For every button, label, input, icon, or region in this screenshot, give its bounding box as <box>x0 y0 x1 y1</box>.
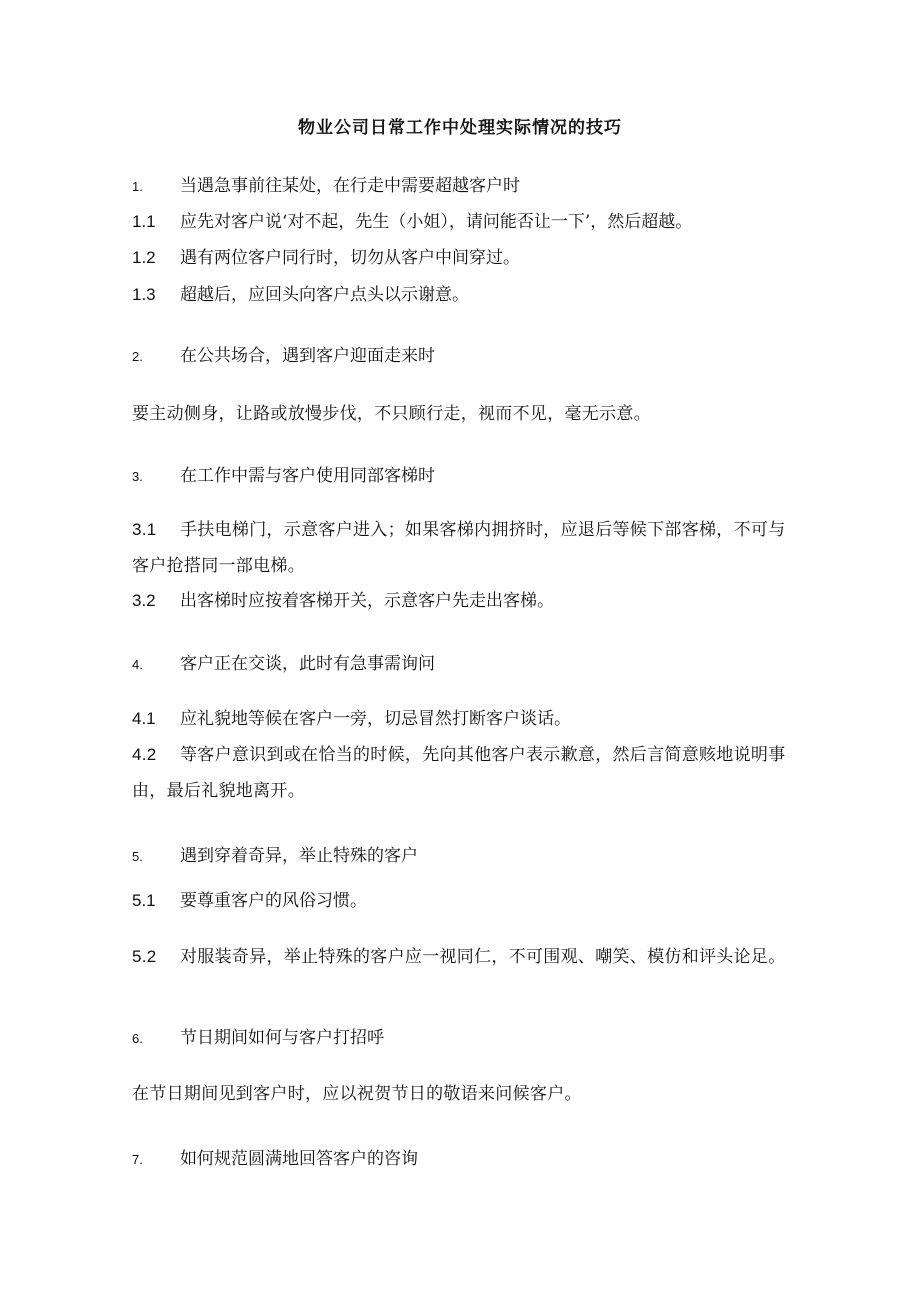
section-number: 2. <box>132 349 143 364</box>
section-heading-text: 遇到穿着奇异，举止特殊的客户 <box>180 846 418 866</box>
section-2-heading <box>132 338 792 375</box>
item-number: 4.2 <box>132 745 157 764</box>
item-text: 对服装奇异，举止特殊的客户应一视同仁，不可围观、嘲笑、模仿和评头论足。 <box>180 947 786 967</box>
item-number: 1.1 <box>132 212 156 231</box>
section-number: 6. <box>132 1031 143 1046</box>
item-number: 5.2 <box>132 947 157 966</box>
item-5-1 <box>132 883 792 919</box>
section-number: 5. <box>132 849 143 864</box>
item-text: 等客户意识到或在恰当的时候，先向其他客户表示歉意，然后言简意赅地说明事由，最后礼貌地离开。 <box>132 745 786 801</box>
section-3-heading <box>132 458 792 495</box>
item-1-1 <box>132 204 792 240</box>
item-4-1 <box>132 701 792 737</box>
item-3-1 <box>132 512 792 584</box>
item-text: 应礼貌地等候在客户一旁，切忌冒然打断客户谈话。 <box>180 709 571 729</box>
section-heading-text: 在公共场合，遇到客户迎面走来时 <box>180 346 435 366</box>
section-6-body: 在节日期间见到客户时，应以祝贺节日的敬语来问候客户。 <box>132 1084 582 1104</box>
section-4-heading <box>132 646 792 683</box>
section-heading-text: 当遇急事前往某处，在行走中需要超越客户时 <box>180 176 520 196</box>
item-text: 要尊重客户的风俗习惯。 <box>180 891 367 911</box>
section-heading-text: 在工作中需与客户使用同部客梯时 <box>180 466 435 486</box>
item-number: 1.3 <box>132 285 156 304</box>
section-6-heading <box>132 1020 792 1057</box>
section-heading-text: 客户正在交谈，此时有急事需询问 <box>180 654 435 674</box>
section-5-heading <box>132 838 792 875</box>
item-number: 3.2 <box>132 591 156 610</box>
item-text: 出客梯时应按着客梯开关，示意客户先走出客梯。 <box>180 591 554 611</box>
item-number: 1.2 <box>132 248 156 267</box>
item-number: 3.1 <box>132 520 157 539</box>
item-5-2 <box>132 939 792 975</box>
item-3-2 <box>132 583 792 619</box>
item-text: 手扶电梯门，示意客户进入；如果客梯内拥挤时，应退后等候下部客梯，不可与客户抢搭同一部电梯。 <box>132 520 786 576</box>
item-number: 4.1 <box>132 709 156 728</box>
section-1-heading <box>132 168 792 205</box>
item-text: 遇有两位客户同行时，切勿从客户中间穿过。 <box>180 248 520 268</box>
item-1-2 <box>132 240 792 276</box>
section-heading-text: 如何规范圆满地回答客户的咨询 <box>180 1149 418 1169</box>
section-number: 7. <box>132 1152 143 1167</box>
section-2-body: 要主动侧身，让路或放慢步伐，不只顾行走，视而不见，毫无示意。 <box>132 404 651 424</box>
item-4-2 <box>132 737 792 809</box>
section-number: 1. <box>132 179 143 194</box>
section-number: 4. <box>132 657 143 672</box>
section-7-heading <box>132 1141 792 1178</box>
item-number: 5.1 <box>132 891 156 910</box>
item-1-3 <box>132 277 792 313</box>
item-text: 应先对客户说‘对不起，先生（小姐），请问能否让一下’，然后超越。 <box>180 212 693 232</box>
section-number: 3. <box>132 469 143 484</box>
item-text: 超越后，应回头向客户点头以示谢意。 <box>180 285 469 305</box>
section-heading-text: 节日期间如何与客户打招呼 <box>180 1028 384 1048</box>
page-title: 物业公司日常工作中处理实际情况的技巧 <box>298 118 622 138</box>
